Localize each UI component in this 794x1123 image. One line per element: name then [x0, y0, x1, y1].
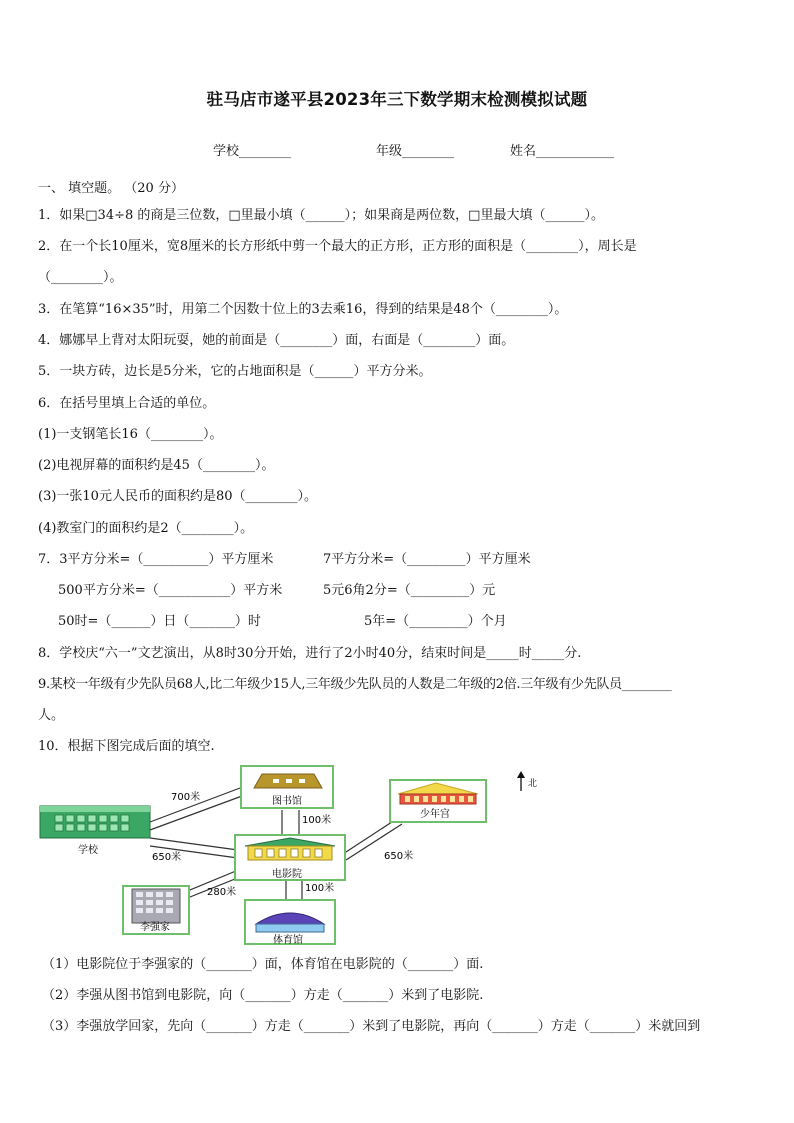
map-label-stadium: 体育馆 — [273, 935, 303, 946]
question-7-row1-right: 7平方分米=（_________）平方厘米 — [323, 552, 531, 567]
map-label-school: 学校 — [78, 845, 98, 856]
question-7-row3-left: 50时=（______）日（_______）时 — [58, 614, 261, 629]
question-7-row1-left: 7．3平方分米=（__________）平方厘米 — [38, 552, 274, 567]
question-6: 6．在括号里填上合适的单位。 — [38, 396, 216, 411]
question-2-cont: （________）。 — [38, 270, 123, 285]
distance-school-library: 700米 — [171, 792, 201, 803]
distance-school-cinema: 650米 — [152, 852, 182, 863]
question-4: 4．娜娜早上背对太阳玩耍，她的前面是（________）面，右面是（________）面。 — [38, 333, 515, 348]
question-9-cont: 人。 — [38, 708, 65, 723]
distance-library-cinema: 100米 — [302, 815, 332, 826]
section-heading: 一、 填空题。 （20 分） — [38, 181, 184, 196]
question-7-row2-left: 500平方分米=（___________）平方米 — [58, 583, 283, 598]
question-6-3: (3)一张10元人民币的面积约是80（________）。 — [38, 489, 317, 504]
question-10-3: （3）李强放学回家，先向（_______）方走（_______）米到了电影院，再向（_______）方走（_______）米就回到 — [42, 1019, 701, 1034]
map-label-cinema: 电影院 — [272, 869, 302, 880]
distance-home-cinema: 280米 — [207, 887, 237, 898]
school-building — [40, 806, 150, 838]
grade-field: 年级________ — [376, 144, 455, 159]
map-label-library: 图书馆 — [272, 796, 302, 807]
question-6-1: (1)一支钢笔长16（________）。 — [38, 427, 223, 442]
question-2: 2．在一个长10厘米，宽8厘米的长方形纸中剪一个最大的正方形，正方形的面积是（________），周长是 — [38, 239, 637, 254]
question-1: 1．如果□34÷8 的商是三位数，□里最小填（______）；如果商是两位数，□里最大填（______）。 — [38, 208, 604, 223]
map-label-home: 李强家 — [140, 922, 170, 933]
north-arrow-icon — [517, 771, 525, 791]
question-3: 3．在笔算“16×35”时，用第二个因数十位上的3去乘16，得到的结果是48个（________）。 — [38, 302, 568, 317]
school-field: 学校________ — [213, 144, 292, 159]
question-7-row3-right: 5年=（_________）个月 — [364, 614, 507, 629]
name-field: 姓名____________ — [510, 144, 615, 159]
route-map — [0, 760, 794, 952]
question-10-1: （1）电影院位于李强家的（_______）面，体育馆在电影院的（_______）面. — [42, 957, 484, 972]
question-9: 9.某校一年级有少先队员68人,比二年级少15人,三年级少先队员的人数是二年级的2倍.三年级有少先队员________ — [38, 677, 672, 692]
question-6-2: (2)电视屏幕的面积约是45（________）。 — [38, 458, 275, 473]
page-title: 驻马店市遂平县2023年三下数学期末检测模拟试题 — [206, 90, 588, 109]
map-label-youth-palace: 少年宫 — [420, 809, 450, 820]
distance-cinema-youth: 650米 — [384, 851, 414, 862]
question-10-2: （2）李强从图书馆到电影院，向（_______）方走（_______）米到了电影院. — [42, 988, 484, 1003]
question-5: 5．一块方砖，边长是5分米，它的占地面积是（______）平方分米。 — [38, 364, 432, 379]
distance-cinema-stadium: 100米 — [305, 883, 335, 894]
north-label: 北 — [528, 779, 538, 789]
question-6-4: (4)教室门的面积约是2（________）。 — [38, 521, 254, 536]
question-10: 10．根据下图完成后面的填空. — [38, 739, 215, 754]
question-8: 8．学校庆“六一”文艺演出，从8时30分开始，进行了2小时40分，结束时间是_____时_____分. — [38, 646, 582, 661]
question-7-row2-right: 5元6角2分=（_________）元 — [323, 583, 496, 598]
